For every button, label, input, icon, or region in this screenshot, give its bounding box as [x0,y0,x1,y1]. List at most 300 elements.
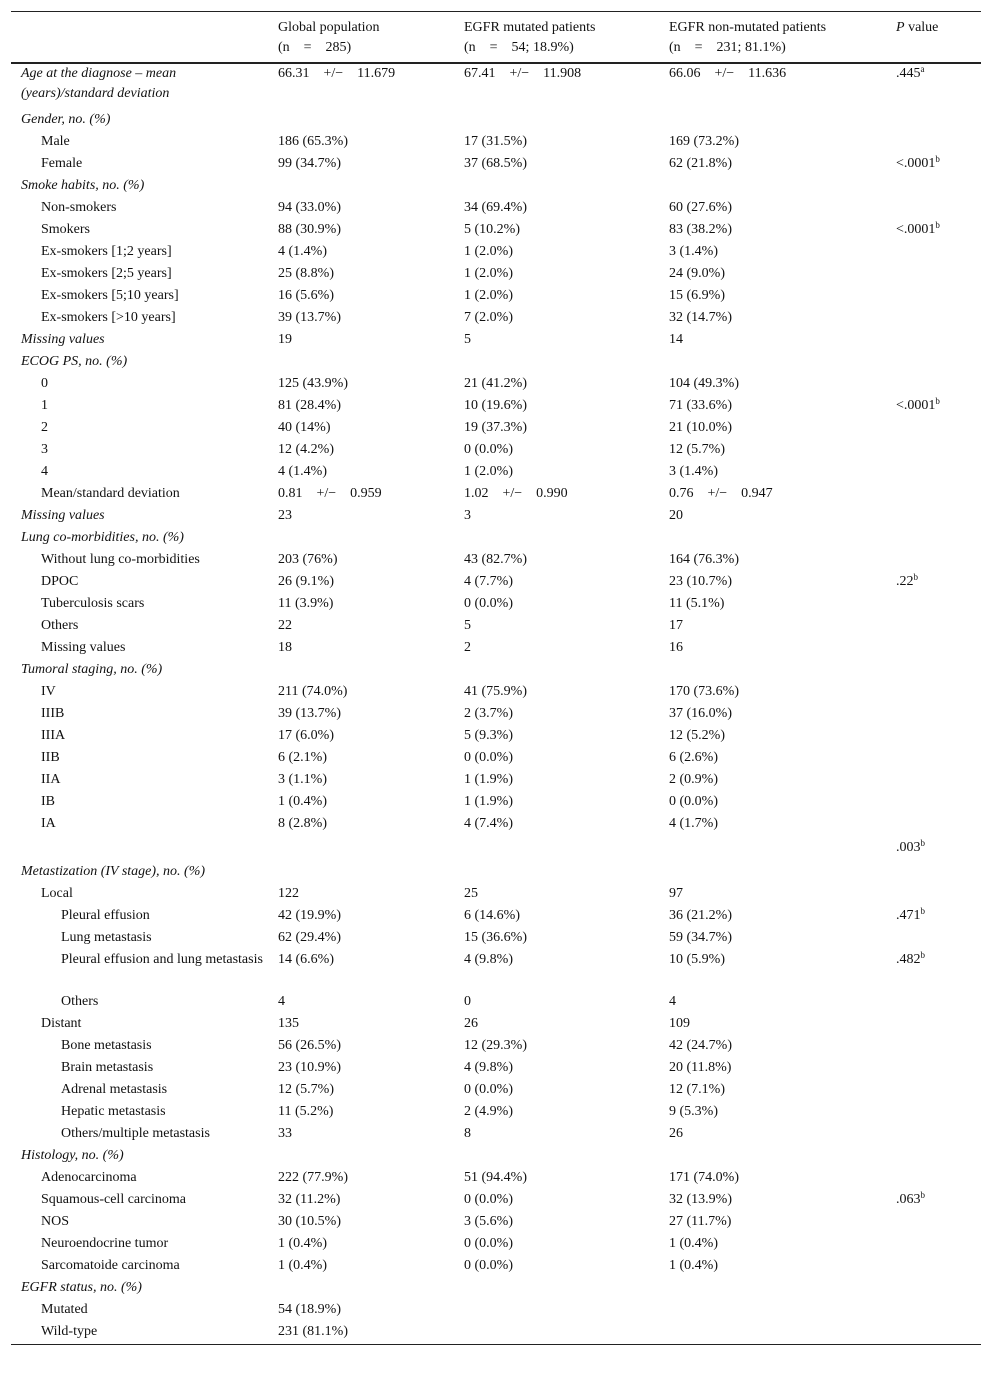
p-value-cell: <.0001$^b$ [896,219,940,237]
table-row [11,770,981,792]
p-value-cell [886,1322,981,1345]
p-value-cell [886,616,981,638]
p-value-cell [886,528,981,550]
egfr-mutated-cell: 1.02 +/− 0.990 [464,485,568,501]
row-label: Age at the diagnose – mean (years)/standard deviation [21,65,177,101]
row-label: IB [41,793,55,809]
global-population-cell: 62 (29.4%) [278,929,341,945]
egfr-non-mutated-cell: 32 (14.7%) [669,309,732,325]
footnote-marker: a [920,63,925,74]
p-value-cell [886,176,981,198]
global-population-cell: 23 [278,507,292,523]
p-value-cell [886,1080,981,1102]
table-row [11,484,981,506]
row-label: Missing values [21,507,105,523]
p-value-cell [886,1014,981,1036]
patient-characteristics-table [11,11,981,1345]
egfr-mutated-cell: 15 (36.6%) [464,929,527,945]
row-label: Mutated [41,1301,88,1317]
egfr-non-mutated-cell: 26 [669,1125,683,1141]
row-label: IIIA [41,727,66,743]
p-value-cell [886,1146,981,1168]
p-value-cell [886,308,981,330]
egfr-non-mutated-cell: 4 [669,993,676,1009]
global-population-cell: 1 (0.4%) [278,1235,327,1251]
table-row [11,1234,981,1256]
global-population-cell: 18 [278,639,292,655]
header-egfr-non-mutated: EGFR non-mutated patients (n = 231; 81.1%) [669,20,827,55]
table-row [11,154,981,176]
row-label: 4 [41,463,48,479]
egfr-mutated-cell [454,110,659,132]
footnote-marker: b [935,395,940,406]
global-population-cell: 6 (2.1%) [278,749,327,765]
row-label: Ex-smokers [>10 years] [41,309,176,325]
egfr-non-mutated-cell: 21 (10.0%) [669,419,732,435]
p-value-cell [886,862,981,884]
p-value-cell [886,462,981,484]
p-value-cell [886,638,981,660]
egfr-non-mutated-cell: 60 (27.6%) [669,199,732,215]
p-value-cell [886,286,981,308]
row-label: NOS [41,1213,70,1229]
p-value-cell: .22$^b$ [896,571,918,589]
table-row [11,1212,981,1234]
egfr-non-mutated-cell: 12 (5.2%) [669,727,725,743]
footnote-marker: b [920,1189,925,1200]
egfr-non-mutated-cell: 16 [669,639,683,655]
global-population-cell: 56 (26.5%) [278,1037,341,1053]
egfr-non-mutated-cell: 3 (1.4%) [669,243,718,259]
p-value-cell [886,110,981,132]
egfr-non-mutated-cell: 32 (13.9%) [669,1191,732,1207]
table-row [11,1278,981,1300]
row-label: EGFR status, no. (%) [21,1279,142,1295]
global-population-cell: 8 (2.8%) [278,815,327,831]
p-value-cell [886,352,981,374]
global-population-cell: 3 (1.1%) [278,771,327,787]
egfr-mutated-cell: 2 (3.7%) [464,705,513,721]
row-label: Others [61,993,99,1009]
egfr-mutated-cell: 43 (82.7%) [464,551,527,567]
row-label: Tuberculosis scars [41,595,145,611]
egfr-mutated-cell: 7 (2.0%) [464,309,513,325]
row-label: Ex-smokers [1;2 years] [41,243,172,259]
table-row [11,836,981,862]
row-label: Brain metastasis [61,1059,154,1075]
header-row [11,12,981,63]
egfr-non-mutated-cell: 12 (7.1%) [669,1081,725,1097]
table-row [11,506,981,528]
p-value-cell [886,1278,981,1300]
table-row [11,110,981,132]
egfr-mutated-cell: 41 (75.9%) [464,683,527,699]
egfr-mutated-cell: 4 (7.7%) [464,573,513,589]
global-population-cell: 231 (81.1%) [268,1322,454,1345]
global-population-cell: 88 (30.9%) [278,221,341,237]
egfr-mutated-cell: 4 (9.8%) [464,1059,513,1075]
p-value-cell [886,682,981,704]
table-row [11,660,981,682]
egfr-mutated-cell: 2 (4.9%) [464,1103,513,1119]
table-row [11,396,981,418]
p-value-cell [886,198,981,220]
table-row [11,1014,981,1036]
row-label: IA [41,815,56,831]
row-label: Missing values [21,331,105,347]
global-population-cell [268,1278,454,1300]
table-row [11,132,981,154]
p-value-cell [886,506,981,528]
p-value-cell: .445$^a$ [896,63,925,81]
global-population-cell [268,176,454,198]
p-value-cell: .063$^b$ [896,1189,925,1207]
p-value-cell [886,594,981,616]
table-row [11,418,981,440]
row-label: Pleural effusion and lung metastasis [61,951,263,967]
egfr-non-mutated-cell: 1 (0.4%) [669,1257,718,1273]
egfr-non-mutated-cell: 171 (74.0%) [669,1169,739,1185]
p-value-cell [886,418,981,440]
egfr-mutated-cell: 8 [464,1125,471,1141]
row-label: Female [41,155,83,171]
egfr-mutated-cell: 3 [464,507,471,523]
egfr-mutated-cell: 19 (37.3%) [464,419,527,435]
global-population-cell [268,1146,454,1168]
p-value-cell [886,884,981,906]
global-population-cell: 222 (77.9%) [278,1169,348,1185]
global-population-cell: 4 (1.4%) [278,463,327,479]
p-value-cell [886,1212,981,1234]
global-population-cell: 23 (10.9%) [278,1059,341,1075]
table-row [11,1300,981,1322]
row-label: 2 [41,419,48,435]
global-population-cell: 16 (5.6%) [278,287,334,303]
global-population-cell: 211 (74.0%) [278,683,348,699]
global-population-cell: 1 (0.4%) [278,1257,327,1273]
row-label: Others [41,617,79,633]
p-value-cell [886,374,981,396]
egfr-mutated-cell: 1 (2.0%) [464,287,513,303]
table-row [11,176,981,198]
egfr-non-mutated-cell: 36 (21.2%) [669,907,732,923]
egfr-mutated-cell: 1 (1.9%) [464,793,513,809]
egfr-mutated-cell [454,836,659,862]
row-label: Sarcomatoide carcinoma [41,1257,180,1273]
egfr-non-mutated-cell: 0 (0.0%) [669,793,718,809]
egfr-non-mutated-cell: 71 (33.6%) [669,397,732,413]
egfr-mutated-cell: 10 (19.6%) [464,397,527,413]
row-label: Lung co-morbidities, no. (%) [21,529,184,545]
row-label: 0 [41,375,48,391]
table-row [11,440,981,462]
global-population-cell: 40 (14%) [278,419,331,435]
row-label: Histology, no. (%) [21,1147,124,1163]
table-row [11,884,981,906]
row-label: Ex-smokers [5;10 years] [41,287,179,303]
egfr-non-mutated-cell: 109 [669,1015,690,1031]
table-row [11,1322,981,1345]
p-value-cell [886,1300,981,1322]
row-label: Adrenal metastasis [61,1081,168,1097]
row-label: IIB [41,749,60,765]
header-p-value: P value [896,20,939,35]
global-population-cell: 14 (6.6%) [278,951,334,967]
row-label: IIIB [41,705,65,721]
p-value-cell [886,330,981,352]
table-row [11,572,981,594]
row-label: Adenocarcinoma [41,1169,137,1185]
egfr-mutated-cell: 1 (2.0%) [464,463,513,479]
p-value-cell [886,928,981,950]
egfr-non-mutated-cell: 6 (2.6%) [669,749,718,765]
egfr-non-mutated-cell: 2 (0.9%) [669,771,718,787]
egfr-mutated-cell [454,1300,659,1322]
p-value-cell [886,550,981,572]
table-row [11,1036,981,1058]
p-value-cell [886,770,981,792]
global-population-cell: 42 (19.9%) [278,907,341,923]
row-label: IV [41,683,56,699]
table-row [11,1124,981,1146]
egfr-mutated-cell [454,1278,659,1300]
table-row [11,242,981,264]
global-population-cell: 186 (65.3%) [278,133,348,149]
table-row [11,682,981,704]
p-value-cell: <.0001$^b$ [896,153,940,171]
egfr-non-mutated-cell: 10 (5.9%) [669,951,725,967]
table-row [11,528,981,550]
row-label: Others/multiple metastasis [61,1125,210,1141]
table-row [11,726,981,748]
global-population-cell: 4 (1.4%) [278,243,327,259]
egfr-non-mutated-cell [659,110,886,132]
table-row [11,950,981,992]
egfr-mutated-cell: 6 (14.6%) [464,907,520,923]
global-population-cell: 17 (6.0%) [278,727,334,743]
egfr-non-mutated-cell: 1 (0.4%) [669,1235,718,1251]
row-label: Lung metastasis [61,929,152,945]
global-population-cell: 12 (5.7%) [278,1081,334,1097]
global-population-cell: 0.81 +/− 0.959 [278,485,382,501]
egfr-non-mutated-cell [659,352,886,374]
p-value-cell [886,1102,981,1124]
p-value-cell [886,132,981,154]
table-row [11,308,981,330]
egfr-non-mutated-cell: 62 (21.8%) [669,155,732,171]
global-population-cell: 19 [278,331,292,347]
row-label: 1 [41,397,48,413]
header-variable [11,12,268,63]
row-label: Ex-smokers [2;5 years] [41,265,172,281]
table-row [11,906,981,928]
egfr-mutated-cell [454,352,659,374]
row-label: Tumoral staging, no. (%) [21,661,163,677]
p-value-cell [886,792,981,814]
global-population-cell: 122 [278,885,299,901]
global-population-cell [268,528,454,550]
table-row [11,462,981,484]
row-label: Distant [41,1015,82,1031]
egfr-mutated-cell: 0 (0.0%) [464,1257,513,1273]
egfr-mutated-cell: 25 [464,885,478,901]
global-population-cell: 54 (18.9%) [278,1301,341,1317]
table-row [11,1190,981,1212]
egfr-non-mutated-cell: 23 (10.7%) [669,573,732,589]
footnote-marker: b [920,949,925,960]
egfr-non-mutated-cell: 17 [669,617,683,633]
global-population-cell [268,110,454,132]
p-value-cell [886,726,981,748]
table-row [11,1058,981,1080]
p-value-cell [886,242,981,264]
egfr-non-mutated-cell [659,1146,886,1168]
egfr-mutated-cell: 4 (9.8%) [464,951,513,967]
row-label: Gender, no. (%) [21,111,111,127]
egfr-non-mutated-cell [659,836,886,862]
egfr-non-mutated-cell: 20 (11.8%) [669,1059,732,1075]
table-row [11,792,981,814]
egfr-mutated-cell [454,660,659,682]
egfr-mutated-cell: 5 (10.2%) [464,221,520,237]
table-row [11,616,981,638]
row-label: Smoke habits, no. (%) [21,177,145,193]
p-value-cell: .471$^b$ [896,905,925,923]
p-value-cell [886,992,981,1014]
p-value-cell [886,1058,981,1080]
egfr-non-mutated-cell: 37 (16.0%) [669,705,732,721]
egfr-non-mutated-cell [659,1300,886,1322]
p-value-cell [886,748,981,770]
p-value-cell: .482$^b$ [896,949,925,967]
egfr-mutated-cell: 12 (29.3%) [464,1037,527,1053]
egfr-mutated-cell: 5 (9.3%) [464,727,513,743]
egfr-mutated-cell: 21 (41.2%) [464,375,527,391]
global-population-cell: 11 (3.9%) [278,595,334,611]
egfr-mutated-cell: 0 (0.0%) [464,1191,513,1207]
row-label [11,836,268,862]
table-row [11,638,981,660]
egfr-non-mutated-cell: 169 (73.2%) [669,133,739,149]
global-population-cell: 81 (28.4%) [278,397,341,413]
table-row [11,198,981,220]
egfr-non-mutated-cell [659,862,886,884]
p-value-cell [886,704,981,726]
header-global-population: Global population (n = 285) [278,20,380,55]
egfr-mutated-cell: 37 (68.5%) [464,155,527,171]
row-label: Missing values [41,639,126,655]
row-label: Neuroendocrine tumor [41,1235,169,1251]
global-population-cell: 32 (11.2%) [278,1191,341,1207]
row-label: Male [41,133,70,149]
global-population-cell [268,352,454,374]
egfr-non-mutated-cell: 83 (38.2%) [669,221,732,237]
row-label: DPOC [41,573,79,589]
egfr-mutated-cell [454,1322,659,1345]
egfr-non-mutated-cell: 97 [669,885,683,901]
egfr-mutated-cell: 26 [464,1015,478,1031]
global-population-cell: 26 (9.1%) [278,573,334,589]
egfr-non-mutated-cell: 12 (5.7%) [669,441,725,457]
table-row [11,63,981,110]
table-row [11,264,981,286]
egfr-non-mutated-cell: 9 (5.3%) [669,1103,718,1119]
row-label: Squamous-cell carcinoma [41,1191,187,1207]
egfr-mutated-cell: 51 (94.4%) [464,1169,527,1185]
p-value-cell: .003$^b$ [896,837,925,855]
egfr-mutated-cell: 17 (31.5%) [464,133,527,149]
egfr-non-mutated-cell: 27 (11.7%) [669,1213,732,1229]
table-row [11,550,981,572]
table-row [11,1102,981,1124]
egfr-non-mutated-cell [659,1322,886,1345]
egfr-mutated-cell [454,176,659,198]
egfr-mutated-cell: 2 [464,639,471,655]
p-value-cell [886,660,981,682]
global-population-cell [268,836,454,862]
egfr-non-mutated-cell: 164 (76.3%) [669,551,739,567]
table-row [11,1168,981,1190]
row-label: Non-smokers [41,199,117,215]
row-label: Metastization (IV stage), no. (%) [21,863,206,879]
egfr-non-mutated-cell [659,528,886,550]
row-label: Bone metastasis [61,1037,152,1053]
p-value-cell [886,1168,981,1190]
table-row [11,1146,981,1168]
row-label: Smokers [41,221,90,237]
header-egfr-mutated: EGFR mutated patients (n = 54; 18.9%) [464,20,596,55]
table-row [11,992,981,1014]
egfr-mutated-cell: 0 (0.0%) [464,441,513,457]
egfr-non-mutated-cell: 14 [669,331,683,347]
egfr-non-mutated-cell: 11 (5.1%) [669,595,725,611]
egfr-mutated-cell: 67.41 +/− 11.908 [464,65,582,81]
global-population-cell: 25 (8.8%) [278,265,334,281]
table-row [11,220,981,242]
table-row [11,286,981,308]
egfr-non-mutated-cell: 42 (24.7%) [669,1037,732,1053]
egfr-mutated-cell: 1 (1.9%) [464,771,513,787]
egfr-non-mutated-cell: 24 (9.0%) [669,265,725,281]
global-population-cell: 94 (33.0%) [278,199,341,215]
row-label: Mean/standard deviation [41,485,180,501]
global-population-cell: 125 (43.9%) [278,375,348,391]
egfr-mutated-cell: 0 (0.0%) [464,1081,513,1097]
p-value-cell [886,1036,981,1058]
egfr-non-mutated-cell: 4 (1.7%) [669,815,718,831]
global-population-cell: 4 [278,993,285,1009]
p-value-cell [886,484,981,506]
egfr-non-mutated-cell: 3 (1.4%) [669,463,718,479]
row-label: IIA [41,771,61,787]
table-row [11,704,981,726]
global-population-cell: 39 (13.7%) [278,309,341,325]
egfr-non-mutated-cell: 0.76 +/− 0.947 [669,485,773,501]
table-row [11,1080,981,1102]
egfr-non-mutated-cell: 15 (6.9%) [669,287,725,303]
p-value-cell [886,1234,981,1256]
row-label: Pleural effusion [61,907,150,923]
global-population-cell: 39 (13.7%) [278,705,341,721]
egfr-non-mutated-cell: 59 (34.7%) [669,929,732,945]
egfr-mutated-cell: 3 (5.6%) [464,1213,513,1229]
row-label: Local [41,885,73,901]
p-value-cell: <.0001$^b$ [896,395,940,413]
egfr-non-mutated-cell [659,660,886,682]
row-label: ECOG PS, no. (%) [21,353,128,369]
global-population-cell: 22 [278,617,292,633]
egfr-non-mutated-cell [659,1278,886,1300]
